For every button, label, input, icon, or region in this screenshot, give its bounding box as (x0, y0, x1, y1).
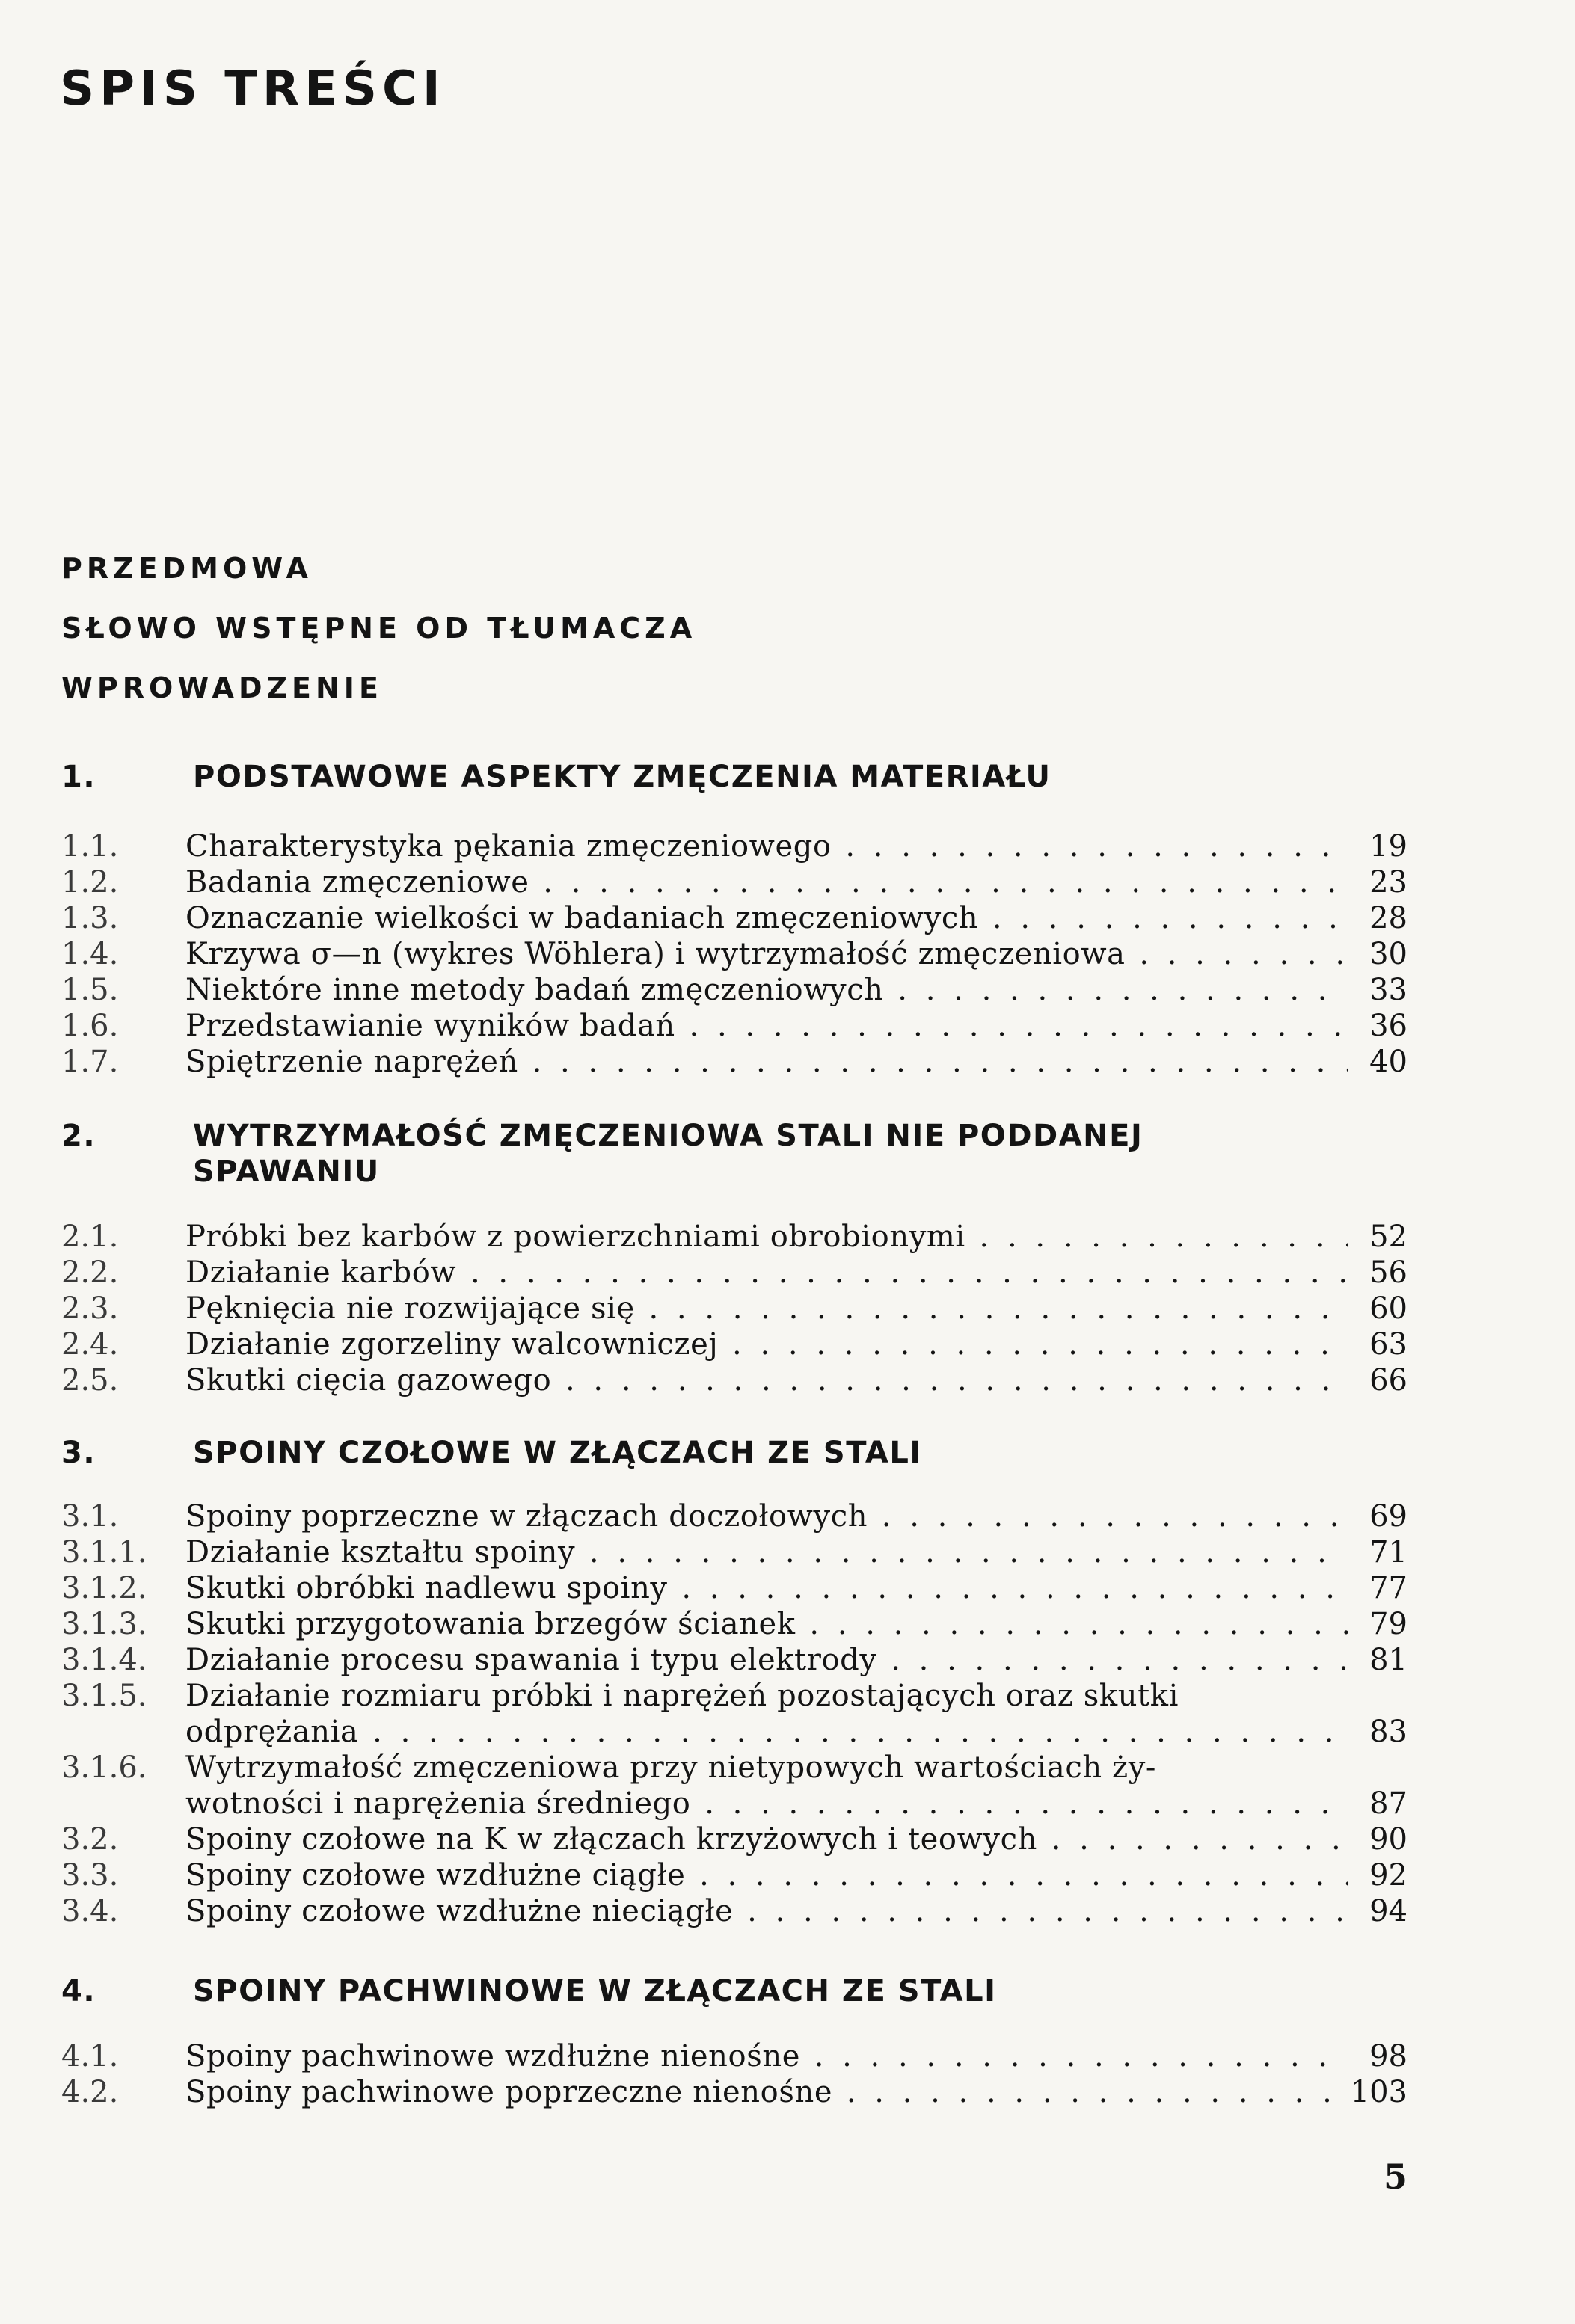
toc-entry (61, 1255, 1407, 1291)
toc-entry (61, 1678, 1407, 1714)
page-ref: 56 (1348, 1255, 1407, 1291)
toc-entry (61, 864, 1407, 900)
page-ref: 77 (1348, 1570, 1407, 1606)
section-title: Przedstawianie wyników badań . . . (185, 1008, 1382, 1044)
section-number: 1.2. (61, 865, 119, 900)
section-number: 1.1. (61, 829, 119, 864)
toc-entry (61, 972, 1407, 1008)
section-title: Spoiny pachwinowe poprzeczne nienośne . . . (185, 2074, 1382, 2110)
section-title: Skutki cięcia gazowego . . . (185, 1362, 1382, 1398)
section-number: 3.1.1. (61, 1535, 147, 1570)
toc-entry (61, 1362, 1407, 1398)
section-title: Spoiny pachwinowe wzdłużne nienośne . . . (185, 2038, 1382, 2074)
section-number: 4.2. (61, 2075, 119, 2109)
section-number: 1.7. (61, 1045, 119, 1079)
chapter-number: 1. (61, 760, 96, 794)
page-ref: 19 (1348, 829, 1407, 864)
page-ref: 69 (1348, 1498, 1407, 1534)
chapter-title: WYTRZYMAŁOŚĆ ZMĘCZENIOWA STALI NIE PODDANEJ (193, 1119, 1143, 1153)
page-ref: 40 (1348, 1044, 1407, 1080)
page-number: 5 (1383, 2157, 1407, 2197)
page-ref: 36 (1348, 1008, 1407, 1044)
chapter-number: 2. (61, 1119, 96, 1153)
page-ref: 66 (1348, 1362, 1407, 1398)
page-ref: 63 (1348, 1327, 1407, 1362)
section-title: Spoiny czołowe wzdłużne nieciągłe . . . (185, 1893, 1382, 1929)
section-title: Niektóre inne metody badań zmęczeniowych . . . (185, 972, 1382, 1008)
toc-entry (61, 1642, 1407, 1678)
section-title: Skutki przygotowania brzegów ścianek . . . (185, 1606, 1382, 1642)
section-number: 1.6. (61, 1009, 119, 1043)
section-title: Oznaczanie wielkości w badaniach zmęczeniowych . . . (185, 900, 1382, 936)
chapter-number: 3. (61, 1436, 96, 1470)
page-ref: 87 (1348, 1786, 1407, 1822)
toc-entry (61, 936, 1407, 972)
section-title-line2: wotności i naprężenia średniego . . . (185, 1786, 1382, 1822)
section-title: Działanie kształtu spoiny . . . (185, 1534, 1382, 1570)
toc-entry (61, 1219, 1407, 1255)
chapter-title: PODSTAWOWE ASPEKTY ZMĘCZENIA MATERIAŁU (193, 760, 1051, 794)
section-title: Spoiny czołowe na K w złączach krzyżowych i teowych . . . (185, 1822, 1382, 1857)
section-number: 3.1.6. (61, 1750, 147, 1785)
section-title: Wytrzymałość zmęczeniowa przy nietypowych wartościach ży- (185, 1750, 1157, 1785)
toc-entry (61, 1750, 1407, 1786)
toc-entry (61, 829, 1407, 864)
section-number: 3.4. (61, 1894, 119, 1928)
page-ref: 92 (1348, 1857, 1407, 1893)
section-title: Spoiny poprzeczne w złączach doczołowych . . . (185, 1498, 1382, 1534)
page-title: SPIS TREŚCI (60, 61, 446, 117)
section-title: Działanie rozmiaru próbki i naprężeń pozostających oraz skutki (185, 1679, 1179, 1713)
section-number: 2.1. (61, 1220, 119, 1254)
page-ref: 103 (1348, 2074, 1407, 2110)
front-matter-translator-note: SŁOWO WSTĘPNE OD TŁUMACZA (61, 612, 697, 645)
section-title: Działanie karbów . . . (185, 1255, 1382, 1291)
section-number: 3.1.2. (61, 1571, 147, 1605)
page-ref: 23 (1348, 864, 1407, 900)
section-title: Działanie procesu spawania i typu elektrody . . . (185, 1642, 1382, 1678)
toc-entry (61, 1570, 1407, 1606)
page-ref: 33 (1348, 972, 1407, 1008)
page-ref: 79 (1348, 1606, 1407, 1642)
section-number: 3.3. (61, 1858, 119, 1893)
front-matter-introduction: WPROWADZENIE (61, 671, 383, 704)
page-ref: 71 (1348, 1534, 1407, 1570)
section-number: 3.2. (61, 1822, 119, 1857)
section-number: 3.1.5. (61, 1679, 147, 1713)
section-number: 2.3. (61, 1291, 119, 1326)
section-title: Działanie zgorzeliny walcowniczej . . . (185, 1327, 1382, 1362)
front-matter-preface: PRZEDMOWA (61, 552, 313, 585)
chapter-title: SPOINY CZOŁOWE W ZŁĄCZACH ZE STALI (193, 1436, 922, 1470)
toc-entry (61, 900, 1407, 936)
page-ref: 60 (1348, 1291, 1407, 1327)
page-ref: 90 (1348, 1822, 1407, 1857)
page-ref: 83 (1348, 1714, 1407, 1750)
section-title: Próbki bez karbów z powierzchniami obrobionymi . . . (185, 1219, 1382, 1255)
toc-entry (61, 1044, 1407, 1080)
section-title: Krzywa σ—n (wykres Wöhlera) i wytrzymałość zmęczeniowa . . . (185, 936, 1382, 972)
section-number: 3.1.4. (61, 1643, 147, 1677)
toc-entry (61, 1498, 1407, 1534)
toc-entry (61, 2074, 1407, 2110)
section-number: 3.1. (61, 1499, 119, 1534)
section-number: 4.1. (61, 2039, 119, 2074)
page-ref: 81 (1348, 1642, 1407, 1678)
page-ref: 94 (1348, 1893, 1407, 1929)
page-ref: 52 (1348, 1219, 1407, 1255)
section-title: Spiętrzenie naprężeń . . . (185, 1044, 1382, 1080)
chapter-number: 4. (61, 1974, 96, 2008)
toc-entry (61, 1291, 1407, 1327)
section-title: Badania zmęczeniowe . . . (185, 864, 1382, 900)
section-title-line2: odprężania . . . (185, 1714, 1382, 1750)
section-number: 2.4. (61, 1327, 119, 1362)
section-title: Spoiny czołowe wzdłużne ciągłe . . . (185, 1857, 1382, 1893)
section-number: 2.5. (61, 1363, 119, 1398)
toc-entry (61, 1327, 1407, 1362)
section-number: 1.5. (61, 973, 119, 1007)
chapter-title-line2: SPAWANIU (193, 1155, 380, 1189)
section-title: Pęknięcia nie rozwijające się . . . (185, 1291, 1382, 1327)
page-ref: 30 (1348, 936, 1407, 972)
toc-entry (61, 1008, 1407, 1044)
chapter-title: SPOINY PACHWINOWE W ZŁĄCZACH ZE STALI (193, 1974, 997, 2008)
toc-entry (61, 2038, 1407, 2074)
page-ref: 98 (1348, 2038, 1407, 2074)
toc-entry (61, 1857, 1407, 1893)
toc-entry (61, 1606, 1407, 1642)
section-title: Skutki obróbki nadlewu spoiny . . . (185, 1570, 1382, 1606)
page-ref: 28 (1348, 900, 1407, 936)
toc-entry-continued (61, 1714, 1407, 1750)
toc-entry (61, 1893, 1407, 1929)
section-number: 1.4. (61, 937, 119, 971)
section-number: 3.1.3. (61, 1607, 147, 1641)
toc-entry (61, 1822, 1407, 1857)
section-number: 2.2. (61, 1255, 119, 1290)
section-number: 1.3. (61, 901, 119, 935)
section-title: Charakterystyka pękania zmęczeniowego . . . (185, 829, 1382, 864)
toc-entry-continued (61, 1786, 1407, 1822)
toc-entry (61, 1534, 1407, 1570)
